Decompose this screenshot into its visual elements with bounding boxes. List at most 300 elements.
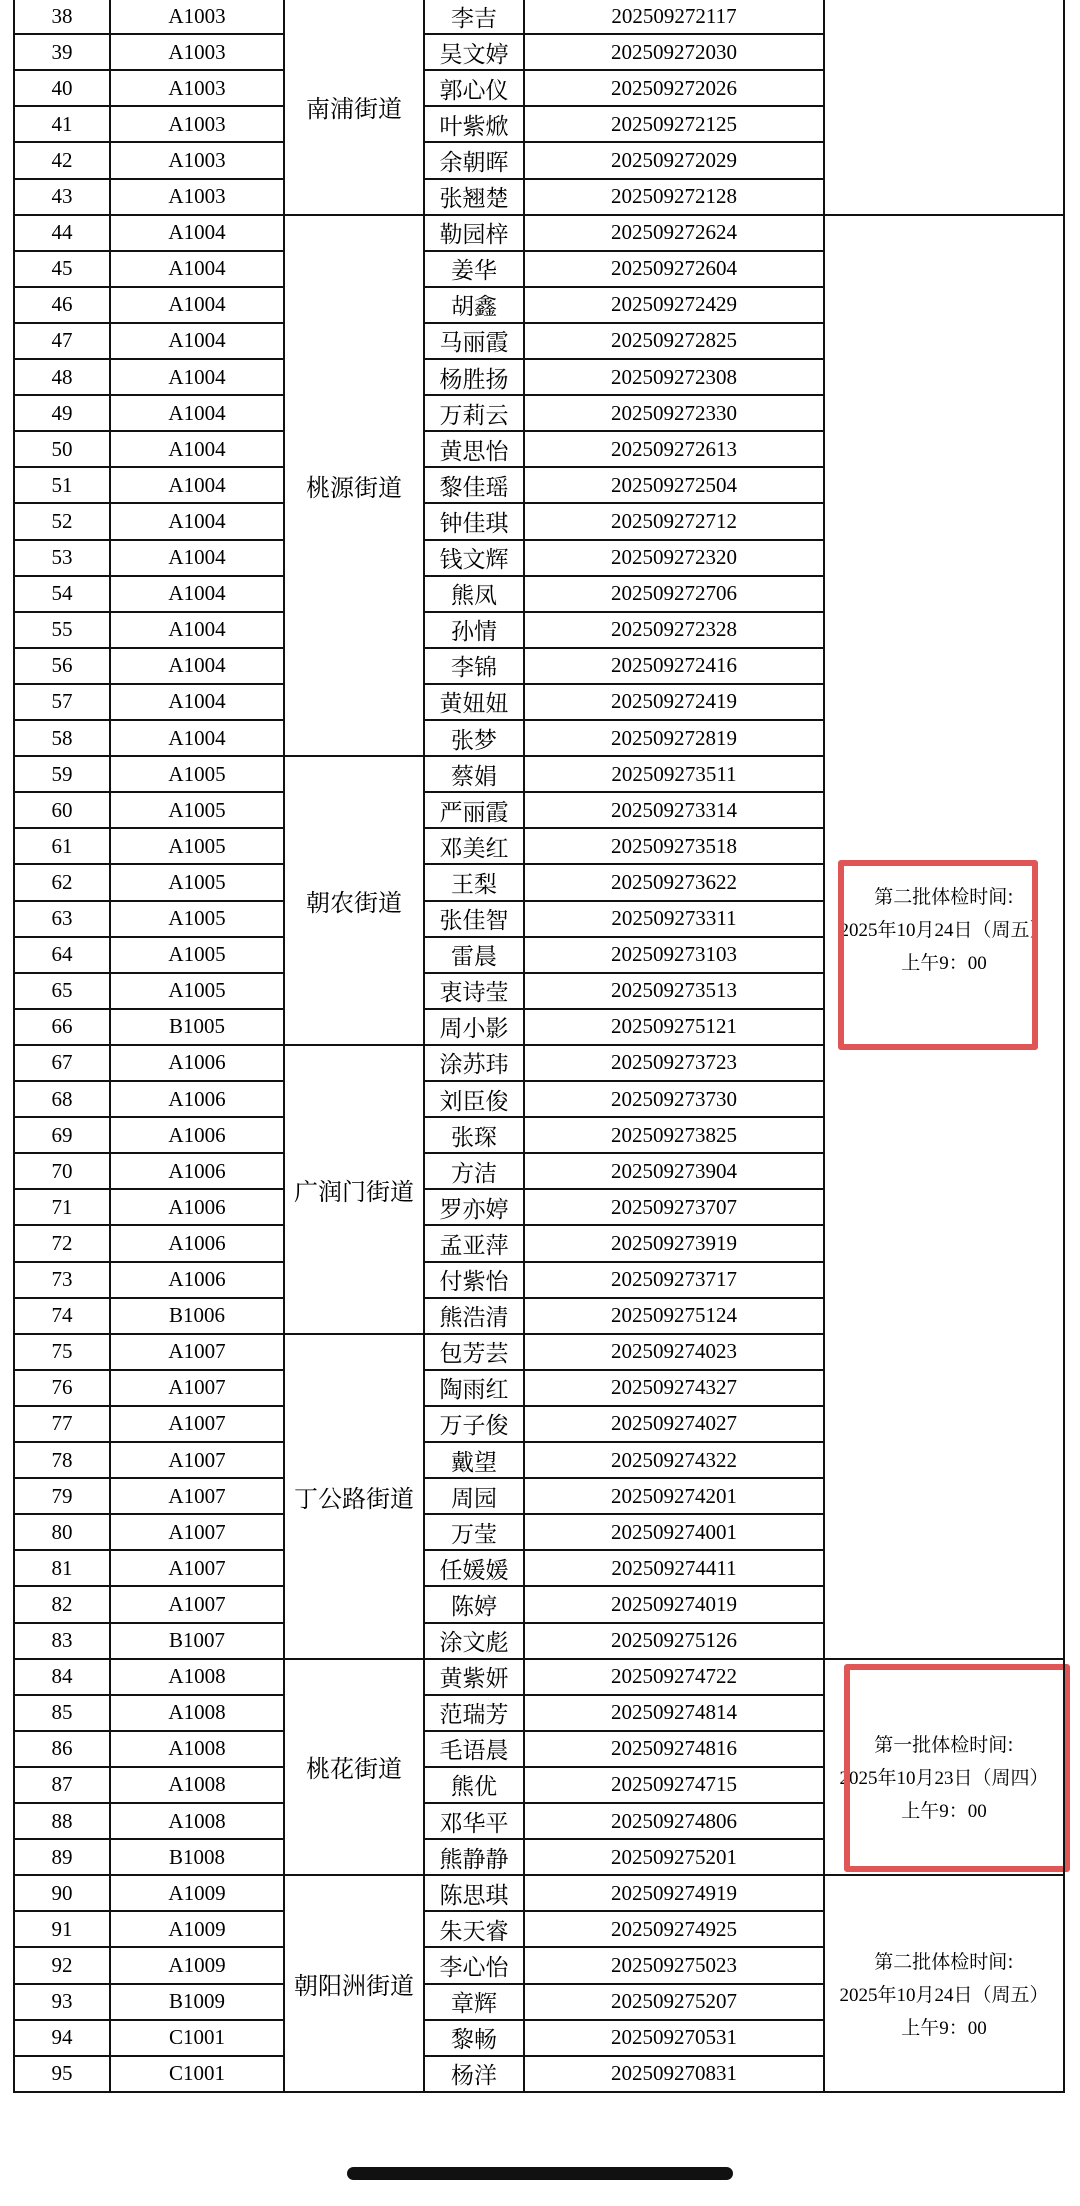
table-row-rule [424, 33, 825, 35]
row-number-cell: 44 [51, 220, 73, 245]
candidate-name-cell: 杨洋 [451, 2063, 497, 2090]
table-row-rule [424, 863, 825, 865]
row-number-cell: 41 [51, 111, 73, 136]
table-row-rule [424, 972, 825, 974]
exam-room-code-cell: A1004 [168, 256, 226, 281]
street-name-cell: 朝阳洲街道 [294, 1971, 414, 2000]
admission-id-cell: 202509273513 [611, 978, 737, 1003]
admission-id-cell: 202509274715 [611, 1772, 737, 1797]
admission-id-cell: 202509273103 [611, 942, 737, 967]
exam-room-code-cell: A1004 [168, 617, 226, 642]
table-row-rule [14, 2055, 285, 2057]
exam-room-code-cell: A1004 [168, 508, 226, 533]
exam-room-code-cell: A1004 [168, 400, 226, 425]
admission-id-cell: 202509274201 [611, 1483, 737, 1508]
exam-room-code-cell: C1001 [168, 2061, 225, 2086]
candidate-name-cell: 胡鑫 [451, 294, 497, 321]
table-row-rule [284, 755, 425, 757]
table-row-rule [14, 430, 285, 432]
admission-id-cell: 202509274919 [611, 1880, 737, 1905]
row-number-cell: 91 [51, 1916, 73, 1941]
admission-id-cell: 202509273825 [611, 1122, 737, 1147]
candidate-name-cell: 张梦 [451, 727, 497, 754]
table-row-rule [14, 178, 285, 180]
table-row-rule [14, 33, 285, 35]
admission-id-cell: 202509273717 [611, 1267, 737, 1292]
exam-room-code-cell: A1003 [168, 39, 226, 64]
exam-room-code-cell: B1007 [168, 1628, 225, 1653]
table-row-rule [14, 1297, 285, 1299]
table-row-rule [424, 827, 825, 829]
table-row-rule [14, 214, 285, 216]
exam-room-code-cell: A1004 [168, 545, 226, 570]
table-row-rule [14, 69, 285, 71]
row-number-cell: 71 [51, 1194, 73, 1219]
admission-id-cell: 202509272125 [611, 111, 737, 136]
admission-id-cell: 202509273730 [611, 1086, 737, 1111]
row-number-cell: 69 [51, 1122, 73, 1147]
table-row-rule [14, 2019, 285, 2021]
admission-id-cell: 202509275124 [611, 1303, 737, 1328]
exam-room-code-cell: A1006 [168, 1158, 226, 1183]
row-number-cell: 84 [51, 1664, 73, 1689]
row-number-cell: 59 [51, 761, 73, 786]
table-row-rule [14, 1080, 285, 1082]
candidate-name-cell: 邓华平 [439, 1810, 509, 1837]
candidate-name-cell: 郭心仪 [439, 77, 509, 104]
candidate-name-cell: 熊浩清 [439, 1305, 509, 1332]
table-column-rule [523, 0, 525, 2093]
row-number-cell: 67 [51, 1050, 73, 1075]
admission-id-cell: 202509272613 [611, 436, 737, 461]
candidate-name-cell: 李锦 [451, 655, 497, 682]
exam-room-code-cell: B1008 [168, 1844, 225, 1869]
admission-id-cell: 202509274327 [611, 1375, 737, 1400]
row-number-cell: 56 [51, 653, 73, 678]
admission-id-cell: 202509273919 [611, 1230, 737, 1255]
table-row-rule [14, 141, 285, 143]
table-column-rule [423, 0, 425, 2093]
exam-room-code-cell: C1001 [168, 2025, 225, 2050]
candidate-name-cell: 雷晨 [451, 944, 497, 971]
table-row-rule [14, 1730, 285, 1732]
candidate-name-cell: 叶紫焮 [439, 113, 509, 140]
row-number-cell: 81 [51, 1555, 73, 1580]
table-row-rule [424, 1224, 825, 1226]
table-row-rule [14, 1008, 285, 1010]
table-row-rule [424, 936, 825, 938]
admission-id-cell: 202509273311 [611, 906, 737, 931]
table-row-rule [424, 1946, 825, 1948]
candidate-name-cell: 涂文彪 [439, 1630, 509, 1657]
home-indicator[interactable] [347, 2167, 733, 2180]
candidate-name-cell: 黎畅 [451, 2027, 497, 2054]
row-number-cell: 77 [51, 1411, 73, 1436]
candidate-name-cell: 衷诗莹 [439, 980, 509, 1007]
table-row-rule [14, 502, 285, 504]
table-row-rule [14, 539, 285, 541]
candidate-name-cell: 陈婷 [451, 1593, 497, 1620]
table-row-rule [14, 1405, 285, 1407]
admission-id-cell: 202509272030 [611, 39, 737, 64]
table-row-rule [14, 322, 285, 324]
table-row-rule [14, 1766, 285, 1768]
table-row-rule [424, 611, 825, 613]
exam-room-code-cell: A1006 [168, 1086, 226, 1111]
row-number-cell: 64 [51, 942, 73, 967]
exam-room-code-cell: A1007 [168, 1555, 226, 1580]
table-row-rule [284, 1874, 425, 1876]
table-row-rule [424, 1730, 825, 1732]
table-row-rule [14, 1874, 285, 1876]
exam-room-code-cell: A1007 [168, 1411, 226, 1436]
row-number-cell: 52 [51, 508, 73, 533]
table-row-rule [424, 1477, 825, 1479]
table-column-rule [13, 0, 15, 2093]
candidate-name-cell: 杨胜扬 [439, 366, 509, 393]
row-number-cell: 79 [51, 1483, 73, 1508]
table-row-rule [284, 1658, 425, 1660]
admission-id-cell: 202509272819 [611, 725, 737, 750]
row-number-cell: 57 [51, 689, 73, 714]
row-number-cell: 60 [51, 797, 73, 822]
exam-room-code-cell: A1009 [168, 1952, 226, 1977]
table-row-rule [424, 1188, 825, 1190]
row-number-cell: 61 [51, 833, 73, 858]
row-number-cell: 65 [51, 978, 73, 1003]
table-row-rule [14, 1152, 285, 1154]
table-row-rule [424, 250, 825, 252]
table-row-rule [14, 647, 285, 649]
table-row-rule [14, 1224, 285, 1226]
table-row-rule [14, 1369, 285, 1371]
row-number-cell: 70 [51, 1158, 73, 1183]
candidate-name-cell: 勒园梓 [439, 222, 509, 249]
admission-id-cell: 202509272320 [611, 545, 737, 570]
table-row-rule [14, 1585, 285, 1587]
candidate-name-cell: 张翘楚 [439, 186, 509, 213]
candidate-name-cell: 熊凤 [451, 583, 497, 610]
exam-room-code-cell: A1006 [168, 1230, 226, 1255]
row-number-cell: 72 [51, 1230, 73, 1255]
admission-id-cell: 202509275126 [611, 1628, 737, 1653]
candidate-name-cell: 任媛媛 [439, 1557, 509, 1584]
note-line3: 上午9：00 [901, 1800, 987, 1822]
admission-id-cell: 202509272604 [611, 256, 737, 281]
note-line1: 第一批体检时间: [874, 1733, 1014, 1756]
table-row-rule [424, 1333, 825, 1335]
row-number-cell: 42 [51, 147, 73, 172]
table-row-rule [14, 755, 285, 757]
note-line3: 上午9：00 [901, 2017, 987, 2039]
row-number-cell: 46 [51, 292, 73, 317]
row-number-cell: 68 [51, 1086, 73, 1111]
admission-id-cell: 202509272330 [611, 400, 737, 425]
note-line2: 2025年10月24日（周五） [839, 1984, 1049, 2006]
street-name-cell: 桃源街道 [306, 473, 402, 502]
exam-room-code-cell: A1007 [168, 1447, 226, 1472]
exam-room-code-cell: A1006 [168, 1122, 226, 1147]
table-row-rule [424, 1297, 825, 1299]
row-number-cell: 83 [51, 1628, 73, 1653]
admission-id-cell: 202509272128 [611, 184, 737, 209]
exam-room-code-cell: A1005 [168, 761, 226, 786]
table-row-rule [14, 1333, 285, 1335]
row-number-cell: 55 [51, 617, 73, 642]
exam-room-code-cell: A1004 [168, 292, 226, 317]
admission-id-cell: 202509275121 [611, 1014, 737, 1039]
exam-room-code-cell: A1009 [168, 1880, 226, 1905]
exam-room-code-cell: A1004 [168, 436, 226, 461]
table-row-rule [824, 1658, 1065, 1660]
candidate-name-cell: 黄思怡 [439, 438, 509, 465]
exam-room-code-cell: A1005 [168, 833, 226, 858]
row-number-cell: 92 [51, 1952, 73, 1977]
admission-id-cell: 202509272706 [611, 581, 737, 606]
exam-room-code-cell: A1005 [168, 797, 226, 822]
table-row-rule [424, 141, 825, 143]
exam-room-code-cell: A1003 [168, 147, 226, 172]
row-number-cell: 93 [51, 1989, 73, 2014]
table-row-rule [424, 1116, 825, 1118]
admission-id-cell: 202509273622 [611, 869, 737, 894]
table-row-rule [14, 1116, 285, 1118]
table-row-rule [424, 1441, 825, 1443]
table-row-rule [824, 1874, 1065, 1876]
table-row-rule [424, 719, 825, 721]
exam-room-code-cell: A1008 [168, 1700, 226, 1725]
table-row-rule [424, 755, 825, 757]
exam-room-code-cell: A1004 [168, 364, 226, 389]
admission-id-cell: 202509273707 [611, 1194, 737, 1219]
admission-id-cell: 202509270531 [611, 2025, 737, 2050]
candidate-name-cell: 钱文辉 [439, 547, 509, 574]
candidate-name-cell: 张佳智 [439, 908, 509, 935]
exam-room-code-cell: A1004 [168, 328, 226, 353]
admission-id-cell: 202509274322 [611, 1447, 737, 1472]
row-number-cell: 85 [51, 1700, 73, 1725]
admission-id-cell: 202509273904 [611, 1158, 737, 1183]
table-row-rule [424, 683, 825, 685]
table-row-rule [14, 1983, 285, 1985]
candidate-name-cell: 蔡娟 [451, 763, 497, 790]
table-row-rule [284, 1044, 425, 1046]
table-row-rule [424, 466, 825, 468]
candidate-name-cell: 刘臣俊 [439, 1088, 509, 1115]
table-row-rule [14, 827, 285, 829]
row-number-cell: 82 [51, 1591, 73, 1616]
note-line2: 2025年10月24日（周五） [839, 919, 1049, 941]
table-row-rule [424, 1802, 825, 1804]
street-name-cell: 广润门街道 [294, 1177, 414, 1206]
candidate-name-cell: 陈思琪 [439, 1882, 509, 1909]
table-row-rule [424, 322, 825, 324]
admission-id-cell: 202509274816 [611, 1736, 737, 1761]
row-number-cell: 58 [51, 725, 73, 750]
candidate-name-cell: 罗亦婷 [439, 1196, 509, 1223]
note-line3: 上午9：00 [901, 952, 987, 974]
exam-time-note [824, 1935, 1064, 2055]
admission-id-cell: 202509273314 [611, 797, 737, 822]
exam-room-code-cell: A1004 [168, 581, 226, 606]
table-row-rule [424, 1369, 825, 1371]
candidate-name-cell: 邓美红 [439, 835, 509, 862]
table-row-rule [14, 1838, 285, 1840]
table-row-rule [424, 2019, 825, 2021]
table-row-rule [424, 1080, 825, 1082]
admission-id-cell: 202509272026 [611, 75, 737, 100]
table-row-rule [14, 719, 285, 721]
admission-id-cell: 202509275023 [611, 1952, 737, 1977]
table-row-rule [424, 1405, 825, 1407]
exam-room-code-cell: A1006 [168, 1267, 226, 1292]
admission-id-cell: 202509272624 [611, 220, 737, 245]
candidate-name-cell: 章辉 [451, 1991, 497, 2018]
exam-room-code-cell: A1004 [168, 689, 226, 714]
admission-id-cell: 202509272712 [611, 508, 737, 533]
row-number-cell: 74 [51, 1303, 73, 1328]
table-row-rule [424, 1766, 825, 1768]
table-row-rule [424, 1044, 825, 1046]
candidate-name-cell: 戴望 [451, 1449, 497, 1476]
exam-room-code-cell: A1007 [168, 1519, 226, 1544]
exam-room-code-cell: A1003 [168, 3, 226, 28]
row-number-cell: 53 [51, 545, 73, 570]
exam-room-code-cell: A1004 [168, 220, 226, 245]
table-row-rule [14, 1549, 285, 1551]
candidate-name-cell: 张琛 [451, 1124, 497, 1151]
row-number-cell: 78 [51, 1447, 73, 1472]
table-row-rule [424, 358, 825, 360]
row-number-cell: 87 [51, 1772, 73, 1797]
candidate-name-cell: 熊静静 [439, 1846, 509, 1873]
exam-room-code-cell: A1008 [168, 1772, 226, 1797]
exam-room-code-cell: A1003 [168, 75, 226, 100]
row-number-cell: 89 [51, 1844, 73, 1869]
table-row-rule [284, 214, 425, 216]
row-number-cell: 95 [51, 2061, 73, 2086]
row-number-cell: 54 [51, 581, 73, 606]
table-row-rule [14, 1802, 285, 1804]
candidate-name-cell: 周小影 [439, 1016, 509, 1043]
row-number-cell: 66 [51, 1014, 73, 1039]
row-number-cell: 48 [51, 364, 73, 389]
candidate-name-cell: 毛语晨 [439, 1738, 509, 1765]
candidate-name-cell: 涂苏玮 [439, 1052, 509, 1079]
row-number-cell: 90 [51, 1880, 73, 1905]
row-number-cell: 63 [51, 906, 73, 931]
row-number-cell: 50 [51, 436, 73, 461]
row-number-cell: 43 [51, 184, 73, 209]
table-row-rule [14, 2091, 1065, 2093]
table-row-rule [424, 430, 825, 432]
admission-id-cell: 202509274001 [611, 1519, 737, 1544]
row-number-cell: 45 [51, 256, 73, 281]
candidate-name-cell: 李吉 [451, 5, 497, 32]
exam-room-code-cell: A1004 [168, 472, 226, 497]
exam-room-code-cell: A1008 [168, 1664, 226, 1689]
table-row-rule [424, 1910, 825, 1912]
results-table [14, 0, 1078, 2106]
candidate-name-cell: 范瑞芳 [439, 1702, 509, 1729]
table-row-rule [14, 972, 285, 974]
admission-id-cell: 202509274019 [611, 1591, 737, 1616]
table-row-rule [14, 900, 285, 902]
table-row-rule [424, 286, 825, 288]
exam-room-code-cell: A1008 [168, 1736, 226, 1761]
table-row-rule [424, 1983, 825, 1985]
highlight-box [844, 1664, 1070, 1872]
table-row-rule [14, 1441, 285, 1443]
table-row-rule [14, 863, 285, 865]
admission-id-cell: 202509274806 [611, 1808, 737, 1833]
candidate-name-cell: 黎佳瑶 [439, 474, 509, 501]
exam-room-code-cell: A1005 [168, 978, 226, 1003]
admission-id-cell: 202509272029 [611, 147, 737, 172]
table-row-rule [14, 1477, 285, 1479]
row-number-cell: 62 [51, 869, 73, 894]
admission-id-cell: 202509274722 [611, 1664, 737, 1689]
table-row-rule [424, 178, 825, 180]
candidate-name-cell: 钟佳琪 [439, 510, 509, 537]
row-number-cell: 49 [51, 400, 73, 425]
table-column-rule [283, 0, 285, 2093]
row-number-cell: 94 [51, 2025, 73, 2050]
candidate-name-cell: 孙情 [451, 619, 497, 646]
admission-id-cell: 202509274027 [611, 1411, 737, 1436]
table-column-rule [823, 0, 825, 2093]
table-row-rule [424, 1694, 825, 1696]
row-number-cell: 75 [51, 1339, 73, 1364]
table-row-rule [14, 575, 285, 577]
candidate-name-cell: 熊优 [451, 1774, 497, 1801]
table-row-rule [424, 69, 825, 71]
admission-id-cell: 202509274411 [611, 1555, 737, 1580]
table-row-rule [14, 358, 285, 360]
exam-room-code-cell: B1009 [168, 1989, 225, 2014]
exam-room-code-cell: A1008 [168, 1808, 226, 1833]
table-row-rule [424, 647, 825, 649]
admission-id-cell: 202509272416 [611, 653, 737, 678]
admission-id-cell: 202509275207 [611, 1989, 737, 2014]
admission-id-cell: 202509273518 [611, 833, 737, 858]
admission-id-cell: 202509272429 [611, 292, 737, 317]
table-row-rule [424, 1585, 825, 1587]
candidate-name-cell: 黄紫妍 [439, 1666, 509, 1693]
row-number-cell: 39 [51, 39, 73, 64]
candidate-name-cell: 万莉云 [439, 402, 509, 429]
admission-id-cell: 202509274925 [611, 1916, 737, 1941]
row-number-cell: 80 [51, 1519, 73, 1544]
admission-id-cell: 202509273723 [611, 1050, 737, 1075]
table-row-rule [424, 900, 825, 902]
table-row-rule [14, 1044, 285, 1046]
table-row-rule [14, 466, 285, 468]
table-row-rule [14, 1188, 285, 1190]
row-number-cell: 51 [51, 472, 73, 497]
table-row-rule [284, 1333, 425, 1335]
exam-room-code-cell: A1003 [168, 111, 226, 136]
table-row-rule [424, 1622, 825, 1624]
exam-room-code-cell: A1004 [168, 653, 226, 678]
street-name-cell: 丁公路街道 [294, 1484, 414, 1513]
admission-id-cell: 202509275201 [611, 1844, 737, 1869]
table-row-rule [424, 394, 825, 396]
admission-id-cell: 202509272328 [611, 617, 737, 642]
candidate-name-cell: 万子俊 [439, 1413, 509, 1440]
admission-id-cell: 202509270831 [611, 2061, 737, 2086]
admission-id-cell: 202509274023 [611, 1339, 737, 1364]
